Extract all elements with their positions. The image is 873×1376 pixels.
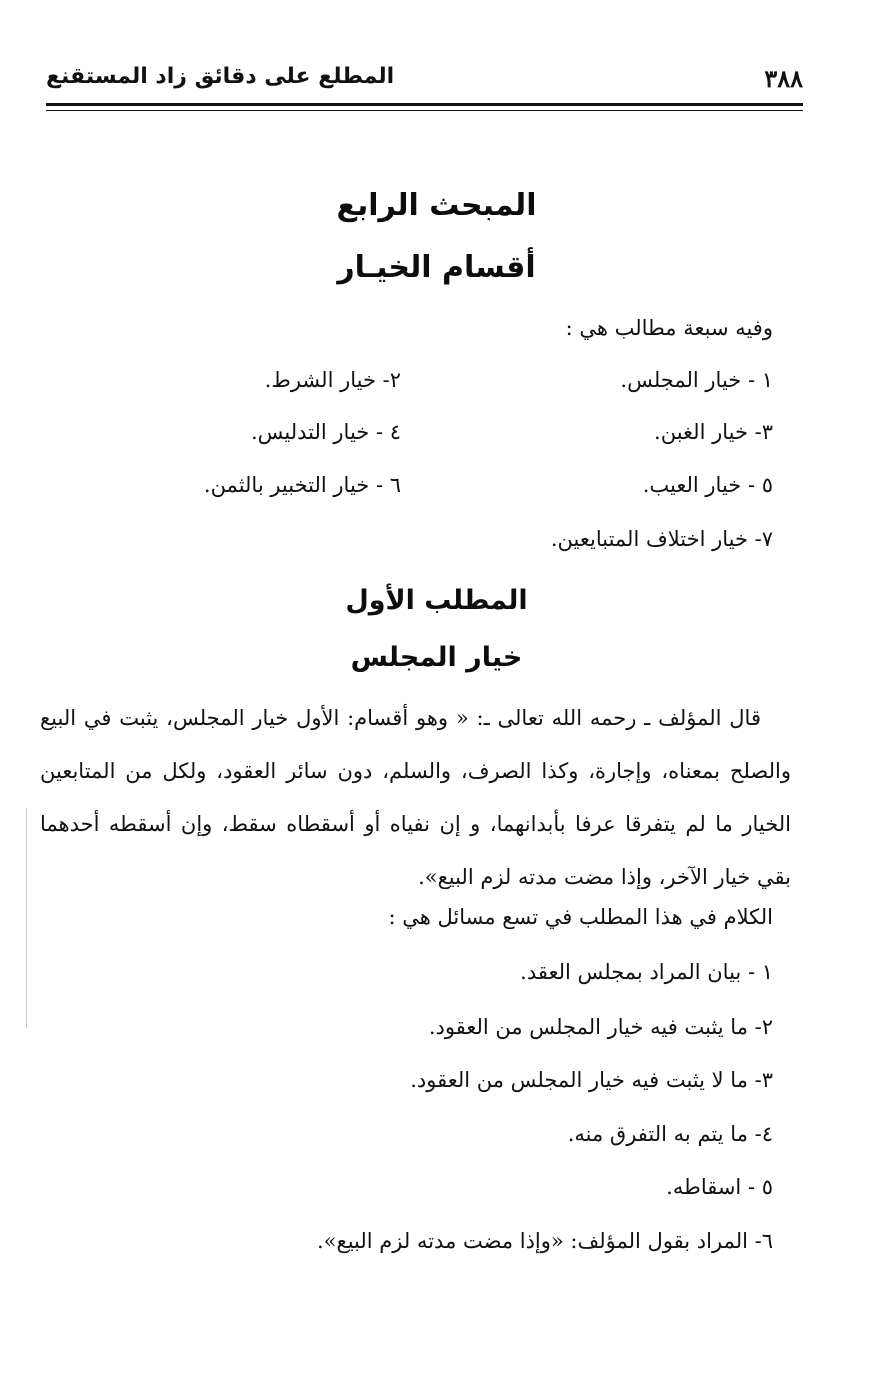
running-title: المطلع على دقائق زاد المستقنع [46,64,395,89]
issue-item: ٣- ما لا يثبت فيه خيار المجلس من العقود. [410,1068,773,1092]
list-item: ٤ - خيار التدليس. [250,420,401,444]
page-header [46,58,803,102]
section-subtitle: أقسام الخيـار [337,250,536,285]
page-number: ٣٨٨ [764,64,803,93]
author-quote-paragraph [40,692,791,904]
section-intro: وفيه سبعة مطالب هي : [565,316,773,340]
issue-item: ١ - بيان المراد بمجلس العقد. [520,960,773,984]
list-item: ٣- خيار الغبن. [654,420,773,444]
header-rule-thick [46,103,803,106]
scan-margin-mark [26,808,27,1028]
list-item: ٦ - خيار التخبير بالثمن. [203,473,401,497]
issue-item: ٤- ما يتم به التفرق منه. [567,1122,773,1146]
section-title: المبحث الرابع [336,188,537,223]
list-item: ٢- خيار الشرط. [264,368,401,392]
list-item: ٧- خيار اختلاف المتبايعين. [550,527,773,551]
chapter-title: المطلب الأول [345,585,528,616]
chapter-subtitle: خيار المجلس [350,642,523,673]
header-rule-thin [46,110,803,111]
issues-intro: الكلام في هذا المطلب في تسع مسائل هي : [388,905,773,929]
issue-item: ٥ - اسقاطه. [666,1175,773,1199]
list-item: ١ - خيار المجلس. [620,368,773,392]
list-item: ٥ - خيار العيب. [642,473,773,497]
issue-item: ٢- ما يثبت فيه خيار المجلس من العقود. [428,1015,773,1039]
author-quote-text: قال المؤلف ـ رحمه الله تعالى ـ: « وهو أقسام: الأول خيار المجلس، يثبت في البيع والصلح بمعناه، وإجارة، وكذا الصرف، والسلم، دون سائر العقود، ولكل من المتابعين الخيار ما لم يتفرقا عرفا بأبدانهما، و إن نفياه أو أسقطاه سقط، وإن أسقطه أحدهما بقي خيار الآخر، وإذا مضت مدته لزم البيع». [40,706,791,889]
issue-item: ٦- المراد بقول المؤلف: «وإذا مضت مدته لزم البيع». [317,1229,773,1253]
